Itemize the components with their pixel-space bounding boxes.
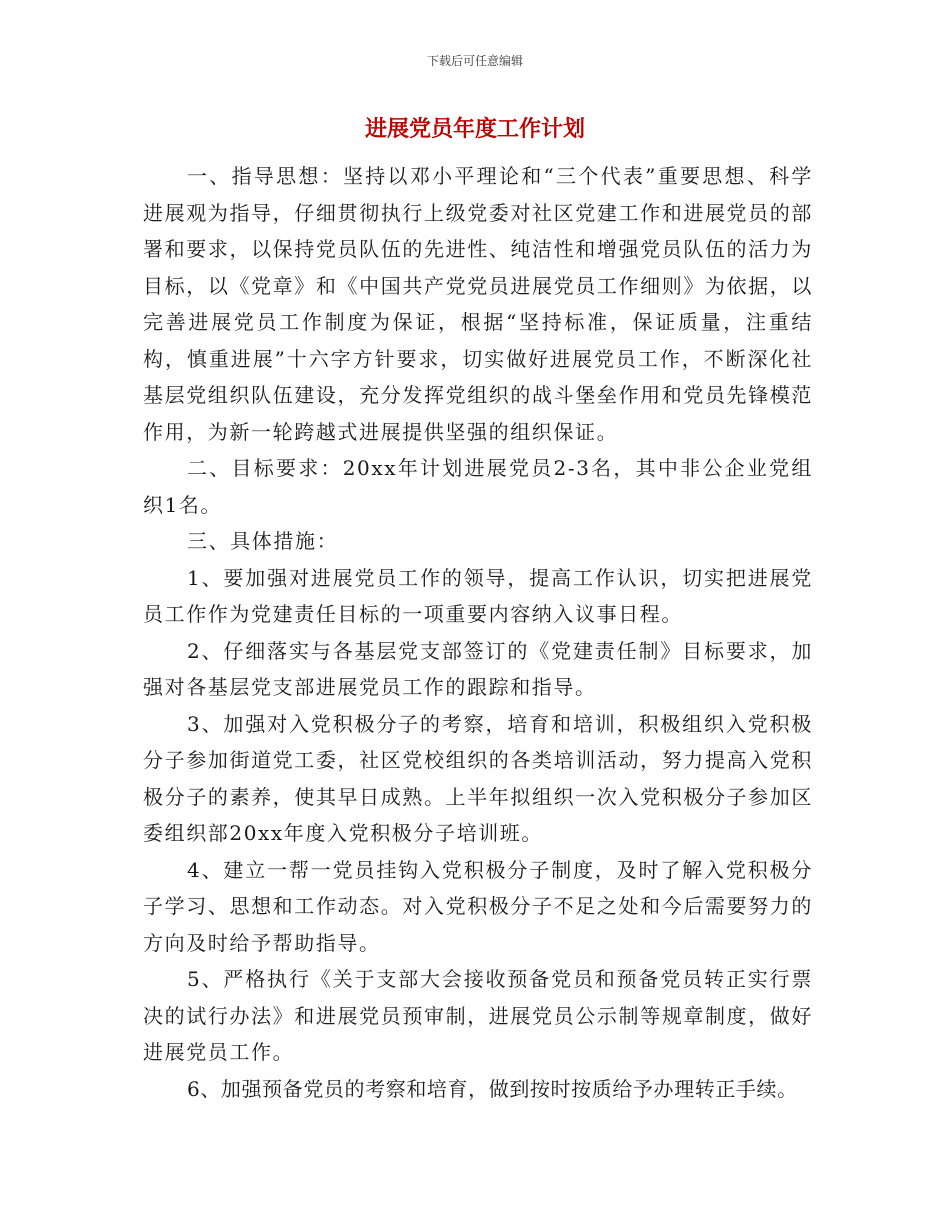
- paragraph-measures-heading: 三、具体措施：: [187, 529, 339, 553]
- paragraph-target-requirements: 二、目标要求：20xx年计划进展党员2-3名，其中非公企业党组织1名。: [143, 456, 813, 517]
- paragraph-measure-4: 4、建立一帮一党员挂钩入党积极分子制度，及时了解入党积极分子学习、思想和工作动态。对入党积极分子不足之处和今后需要努力的方向及时给予帮助指导。: [143, 857, 813, 955]
- header-note: 下载后可任意编辑: [426, 54, 523, 68]
- paragraph-measure-5: 5、严格执行《关于支部大会接收预备党员和预备党员转正实行票决的试行办法》和进展党员预审制，进展党员公示制等规章制度，做好进展党员工作。: [143, 967, 813, 1064]
- document-title: 进展党员年度工作计划: [364, 116, 585, 142]
- paragraph-measure-1: 1、要加强对进展党员工作的领导，提高工作认识，切实把进展党员工作作为党建责任目标的一项重要内容纳入议事日程。: [143, 565, 813, 626]
- paragraph-measure-3: 3、加强对入党积极分子的考察，培育和培训，积极组织入党积极分子参加街道党工委，社区党校组织的各类培训活动，努力提高入党积极分子的素养，使其早日成熟。上半年拟组织一次入党积极分子参加区委组织部20xx年度入党积极分子培训班。: [143, 711, 813, 845]
- paragraph-measure-2: 2、仔细落实与各基层党支部签订的《党建责任制》目标要求，加强对各基层党支部进展党员工作的跟踪和指导。: [143, 638, 813, 699]
- document-body: [143, 158, 813, 1107]
- paragraph-measure-6: 6、加强预备党员的考察和培育，做到按时按质给予办理转正手续。: [187, 1076, 798, 1101]
- paragraph-guiding-thought: 一、指导思想：坚持以邓小平理论和“三个代表”重要思想、科学进展观为指导，仔细贯彻执行上级党委对社区党建工作和进展党员的部署和要求，以保持党员队伍的先进性、纯洁性和增强党员队伍的活力为目标，以《党章》和《中国共产党党员进展党员工作细则》为依据，以完善进展党员工作制度为保证，根据“坚持标准，保证质量，注重结构，慎重进展”十六字方针要求，切实做好进展党员工作，不断深化社基层党组织队伍建设，充分发挥党组织的战斗堡垒作用和党员先锋模范作用，为新一轮跨越式进展提供坚强的组织保证。: [143, 164, 813, 444]
